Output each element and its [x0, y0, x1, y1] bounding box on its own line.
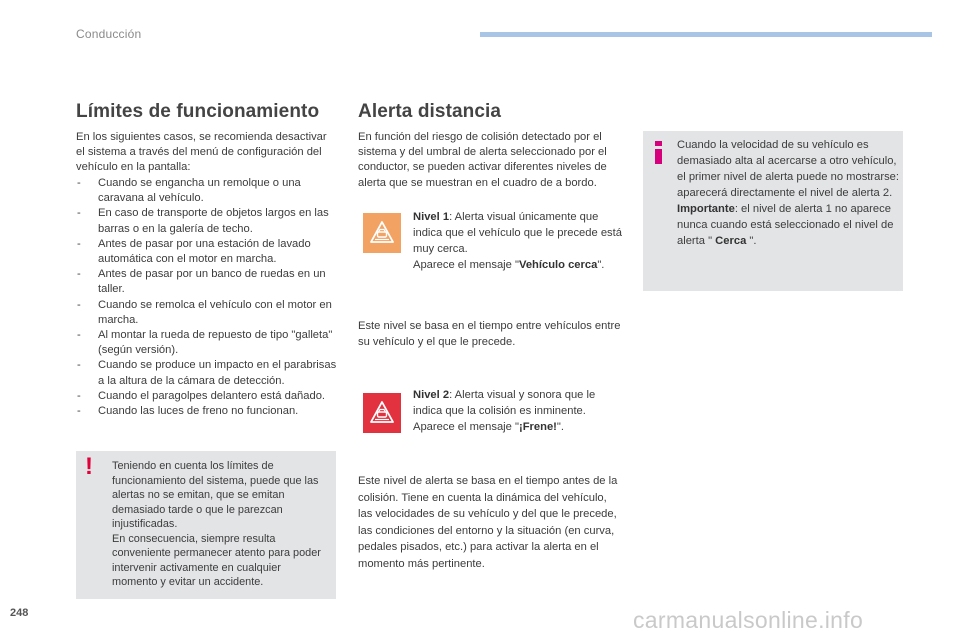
- warning-icon: !: [85, 453, 93, 480]
- level1-message-prefix: Aparece el mensaje ": [413, 259, 519, 271]
- info-paragraph: Cuando la velocidad de su vehículo es demasiado alta al acercarse a otro vehículo, el primer nivel de alerta puede no mostrarse: aparecerá directamente el nivel de alerta 2.: [677, 139, 899, 199]
- list-item: - Cuando las luces de freno no funcionan.: [76, 404, 338, 419]
- info-paragraph: : el nivel de alerta 1 no aparece nunca cuando está seleccionado el nivel de alerta ": [677, 203, 894, 247]
- level2-message-suffix: ".: [556, 421, 564, 433]
- collision-alert-icon: [369, 220, 395, 246]
- distance-alert-intro: En función del riesgo de colisión detectado por el sistema y del umbral de alerta seleccionado por el conductor, se pueden activar diferentes niveles de alerta que se muestran en el cuadro de a bordo.: [358, 131, 607, 189]
- warning-paragraph: En consecuencia, siempre resulta conveniente permanecer atento para poder intervenir activamente en cualquier momento y evitar un accidente.: [112, 532, 321, 588]
- list-item: - Antes de pasar por una estación de lavado automática con el motor en marcha.: [76, 237, 338, 267]
- level2-label: Nivel 2: [413, 389, 450, 401]
- info-icon: [655, 141, 662, 164]
- limits-intro: En los siguientes casos, se recomienda desactivar el sistema a través del menú de configuración del vehículo en la pantalla:: [76, 131, 327, 174]
- level2-description: : Alerta visual y sonora que le indica que la colisión es inminente.: [413, 389, 596, 417]
- info-paragraph-end: ".: [749, 235, 757, 247]
- limits-title: Límites de funcionamiento: [76, 101, 320, 122]
- limits-list: [76, 176, 338, 419]
- level1-label: Nivel 1: [413, 211, 450, 223]
- level1-alert-icon: [363, 213, 401, 253]
- level1-text: [413, 209, 625, 273]
- watermark: carmanualsonline.info: [633, 607, 864, 633]
- list-item: - Cuando se engancha un remolque o una caravana al vehículo.: [76, 176, 338, 206]
- info-text: [677, 137, 899, 249]
- list-item: - Cuando el paragolpes delantero está dañado.: [76, 389, 338, 404]
- level2-message-prefix: Aparece el mensaje ": [413, 421, 519, 433]
- list-item: - Al montar la rueda de repuesto de tipo "galleta" (según versión).: [76, 328, 338, 358]
- warning-box: [76, 451, 336, 599]
- level2-text: [413, 387, 625, 435]
- list-item: - Cuando se produce un impacto en el parabrisas a la altura de la cámara de detección.: [76, 358, 338, 388]
- warning-paragraph: Teniendo en cuenta los límites de funcionamiento del sistema, puede que las alertas no se emitan, que se emitan demasiado tarde o que le parezcan injustificadas.: [112, 460, 319, 530]
- important-label: Importante: [677, 203, 735, 215]
- collision-alert-icon: [369, 400, 395, 426]
- distance-alert-title: Alerta distancia: [358, 101, 502, 122]
- level2-message: ¡Frene!: [518, 421, 557, 433]
- level2-alert-icon: [363, 393, 401, 433]
- list-item: - Cuando se remolca el vehículo con el motor en marcha.: [76, 298, 338, 328]
- level1-description: : Alerta visual únicamente que indica que el vehículo que le precede está muy cerca.: [413, 211, 622, 255]
- page-number: 248: [10, 607, 29, 619]
- level1-message: Vehículo cerca: [518, 259, 598, 271]
- level1-note: Este nivel se basa en el tiempo entre vehículos entre su vehículo y el que le precede.: [358, 320, 621, 348]
- header-bar: [480, 32, 932, 37]
- cerca-label: Cerca: [712, 235, 750, 247]
- list-item: - Antes de pasar por un banco de ruedas en un taller.: [76, 267, 338, 297]
- warning-text: [112, 459, 328, 590]
- info-box: [643, 131, 903, 291]
- level2-note: Este nivel de alerta se basa en el tiempo antes de la colisión. Tiene en cuenta la dinámica del vehículo, las velocidades de su vehículo y del que le precede, las condiciones del entorno y la situación (en curva, pedales pisados, etc.) para activar la alerta en el momento más pertinente.: [358, 475, 618, 570]
- section-label: Conducción: [76, 27, 142, 41]
- level1-message-suffix: ".: [597, 259, 605, 271]
- list-item: - En caso de transporte de objetos largos en las barras o en la galería de techo.: [76, 206, 338, 236]
